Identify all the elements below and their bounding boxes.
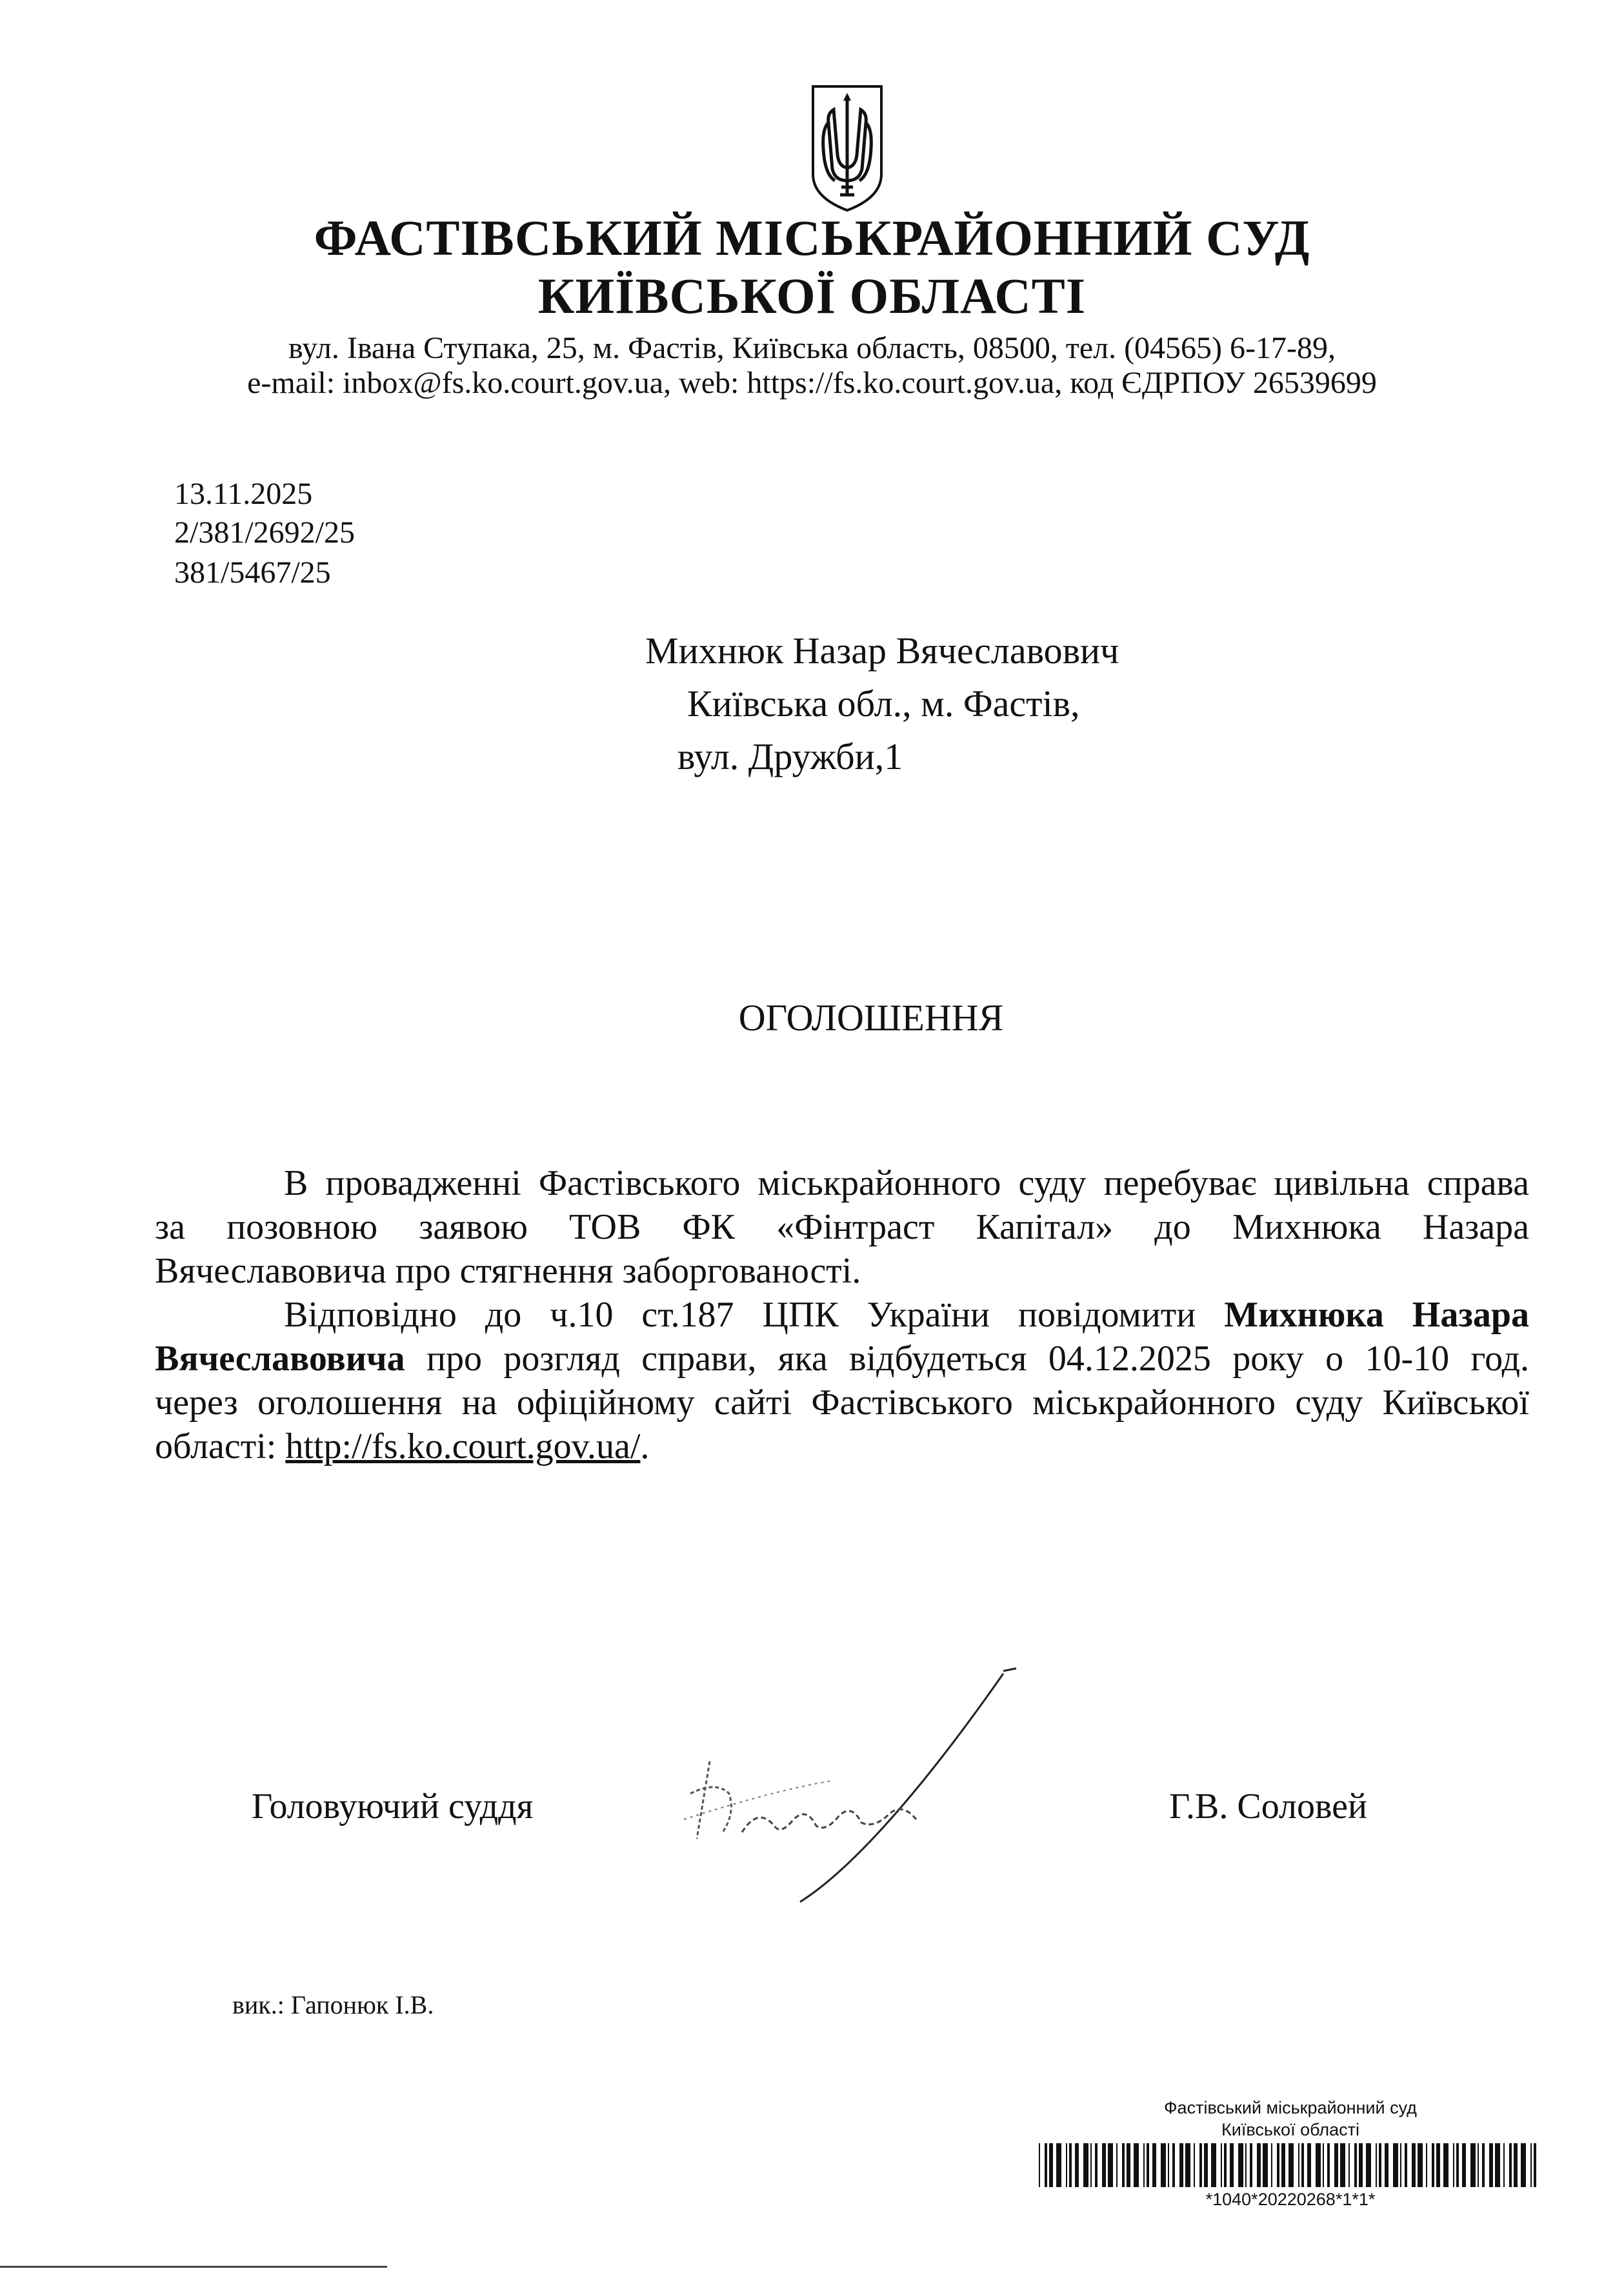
body-line: через оголошення на офіційному сайті Фастівського міськрайонного суду Київської bbox=[155, 1383, 1529, 1423]
judge-name: Г.В. Соловей bbox=[1169, 1786, 1367, 1826]
barcode bbox=[1039, 2143, 1542, 2187]
barcode-bar bbox=[1199, 2143, 1202, 2187]
barcode-bar bbox=[1316, 2143, 1321, 2187]
body-line: Вячеславовича про стягнення заборгованості. bbox=[155, 1251, 861, 1291]
barcode-bar bbox=[1359, 2143, 1363, 2187]
barcode-bar bbox=[1116, 2143, 1118, 2187]
barcode-bar bbox=[1102, 2143, 1106, 2187]
barcode-bar bbox=[1083, 2143, 1088, 2187]
case-number: 2/381/2692/25 bbox=[174, 515, 356, 550]
barcode-bar bbox=[1238, 2143, 1243, 2187]
barcode-bar bbox=[1090, 2143, 1092, 2187]
barcode-number: *1040*20220268*1*1* bbox=[1205, 2190, 1376, 2209]
barcode-bar bbox=[1185, 2143, 1190, 2187]
barcode-bar bbox=[1426, 2143, 1427, 2187]
barcode-bar bbox=[1514, 2143, 1518, 2187]
barcode-bar bbox=[1354, 2143, 1357, 2187]
barcode-bar bbox=[1230, 2143, 1234, 2187]
barcode-bar bbox=[1127, 2143, 1130, 2187]
barcode-bar bbox=[1478, 2143, 1479, 2187]
barcode-bar bbox=[1334, 2143, 1338, 2187]
barcode-bar bbox=[1056, 2143, 1061, 2187]
barcode-bar bbox=[1323, 2143, 1324, 2187]
barcode-bar bbox=[1263, 2143, 1268, 2187]
body-text: області: bbox=[155, 1426, 286, 1466]
barcode-bar bbox=[1393, 2143, 1398, 2187]
barcode-bar bbox=[1168, 2143, 1169, 2187]
page-divider bbox=[0, 2266, 387, 2268]
barcode-bar bbox=[1412, 2143, 1416, 2187]
barcode-bar bbox=[1179, 2143, 1183, 2187]
barcode-bar bbox=[1221, 2143, 1222, 2187]
defendant-patronymic-bold: Вячеславовича bbox=[155, 1339, 405, 1379]
barcode-bar bbox=[1348, 2143, 1350, 2187]
barcode-bar bbox=[1400, 2143, 1401, 2187]
barcode-bar bbox=[1376, 2143, 1377, 2187]
barcode-bar bbox=[1489, 2143, 1493, 2187]
barcode-bar bbox=[1509, 2143, 1512, 2187]
barcode-bar bbox=[1161, 2143, 1166, 2187]
registration-number: 381/5467/25 bbox=[174, 555, 331, 590]
barcode-bar bbox=[1521, 2143, 1526, 2187]
barcode-bar bbox=[1257, 2143, 1261, 2187]
barcode-bar bbox=[1122, 2143, 1125, 2187]
barcode-bar bbox=[1147, 2143, 1149, 2187]
barcode-bar bbox=[1482, 2143, 1485, 2187]
barcode-bar bbox=[1066, 2143, 1067, 2187]
barcode-bar bbox=[1366, 2143, 1371, 2187]
barcode-bar bbox=[1453, 2143, 1454, 2187]
barcode-bar bbox=[1418, 2143, 1423, 2187]
barcode-bar bbox=[1204, 2143, 1208, 2187]
executor-note: вик.: Гапонюк І.В. bbox=[232, 1990, 434, 2019]
body-line: за позовною заявою ТОВ ФК «Фінтраст Капітал» до Михнюка Назара bbox=[155, 1207, 1529, 1247]
defendant-name-bold: Михнюка Назара bbox=[1224, 1295, 1529, 1335]
doc-date: 13.11.2025 bbox=[174, 477, 313, 511]
barcode-bar bbox=[1194, 2143, 1195, 2187]
barcode-bar bbox=[1340, 2143, 1345, 2187]
addressee-region: Київська обл., м. Фастів, bbox=[687, 683, 1080, 725]
barcode-bar bbox=[1108, 2143, 1113, 2187]
body-line: В провадженні Фастівського міськрайонного суду перебуває цивільна справа bbox=[284, 1163, 1529, 1203]
barcode-bar bbox=[1039, 2143, 1040, 2187]
barcode-bar bbox=[1288, 2143, 1294, 2187]
addressee-street: вул. Дружби,1 bbox=[677, 735, 903, 777]
barcode-bar bbox=[1045, 2143, 1047, 2187]
announcement-title: ОГОЛОШЕННЯ bbox=[738, 997, 1004, 1039]
barcode-bar bbox=[1405, 2143, 1407, 2187]
barcode-bar bbox=[1530, 2143, 1532, 2187]
barcode-bar bbox=[1277, 2143, 1279, 2187]
barcode-bar bbox=[1379, 2143, 1381, 2187]
barcode-bar bbox=[1301, 2143, 1304, 2187]
barcode-bar bbox=[1432, 2143, 1434, 2187]
barcode-bar bbox=[1245, 2143, 1247, 2187]
barcode-bar bbox=[1327, 2143, 1330, 2187]
tryzub-icon bbox=[809, 84, 885, 213]
barcode-bar bbox=[1211, 2143, 1216, 2187]
barcode-bar bbox=[1250, 2143, 1252, 2187]
barcode-bar bbox=[1095, 2143, 1098, 2187]
barcode-bar bbox=[1172, 2143, 1175, 2187]
barcode-bar bbox=[1495, 2143, 1500, 2187]
barcode-bar bbox=[1534, 2143, 1536, 2187]
judge-signature bbox=[645, 1665, 1032, 1910]
barcode-bar bbox=[1298, 2143, 1299, 2187]
barcode-bar bbox=[1385, 2143, 1388, 2187]
barcode-bar bbox=[1075, 2143, 1079, 2187]
body-text: про розгляд справи, яка відбудеться 04.12.2025 року о 10-10 год. bbox=[405, 1339, 1529, 1379]
body-text: . bbox=[640, 1426, 650, 1466]
barcode-bar bbox=[1470, 2143, 1476, 2187]
court-address: вул. Івана Ступака, 25, м. Фастів, Київська область, 08500, тел. (04565) 6-17-89, bbox=[288, 331, 1336, 365]
addressee-name: Михнюк Назар Вячеславович bbox=[645, 630, 1119, 672]
barcode-bar bbox=[1436, 2143, 1440, 2187]
court-region: КИЇВСЬКОЇ ОБЛАСТІ bbox=[537, 268, 1087, 324]
barcode-bar bbox=[1271, 2143, 1272, 2187]
barcode-bar bbox=[1307, 2143, 1311, 2187]
court-website-link[interactable]: http://fs.ko.court.gov.ua/ bbox=[285, 1426, 641, 1466]
stamp-court-region: Київської області bbox=[1221, 2120, 1359, 2139]
barcode-bar bbox=[1281, 2143, 1285, 2187]
body-text: Відповідно до ч.10 ст.187 ЦПК України повідомити bbox=[284, 1295, 1196, 1335]
body-line bbox=[155, 1293, 1529, 1337]
court-contacts: e-mail: inbox@fs.ko.court.gov.ua, web: https://fs.ko.court.gov.ua, код ЄДРПОУ 26539699 bbox=[247, 366, 1377, 400]
announcement-body bbox=[155, 1161, 1529, 1468]
barcode-bar bbox=[1049, 2143, 1053, 2187]
barcode-bar bbox=[1069, 2143, 1072, 2187]
body-line bbox=[155, 1337, 1529, 1381]
judge-role: Головуючий суддя bbox=[252, 1786, 534, 1826]
barcode-bar bbox=[1134, 2143, 1139, 2187]
barcode-bar bbox=[1143, 2143, 1145, 2187]
court-name: ФАСТІВСЬКИЙ МІСЬКРАЙОННИЙ СУД bbox=[314, 210, 1310, 266]
barcode-bar bbox=[1503, 2143, 1505, 2187]
barcode-bar bbox=[1443, 2143, 1449, 2187]
barcode-bar bbox=[1152, 2143, 1156, 2187]
barcode-bar bbox=[1462, 2143, 1466, 2187]
barcode-bar bbox=[1224, 2143, 1227, 2187]
stamp-court-name: Фастівський міськрайонний суд bbox=[1164, 2098, 1417, 2117]
barcode-bar bbox=[1456, 2143, 1459, 2187]
body-line bbox=[155, 1425, 1529, 1468]
